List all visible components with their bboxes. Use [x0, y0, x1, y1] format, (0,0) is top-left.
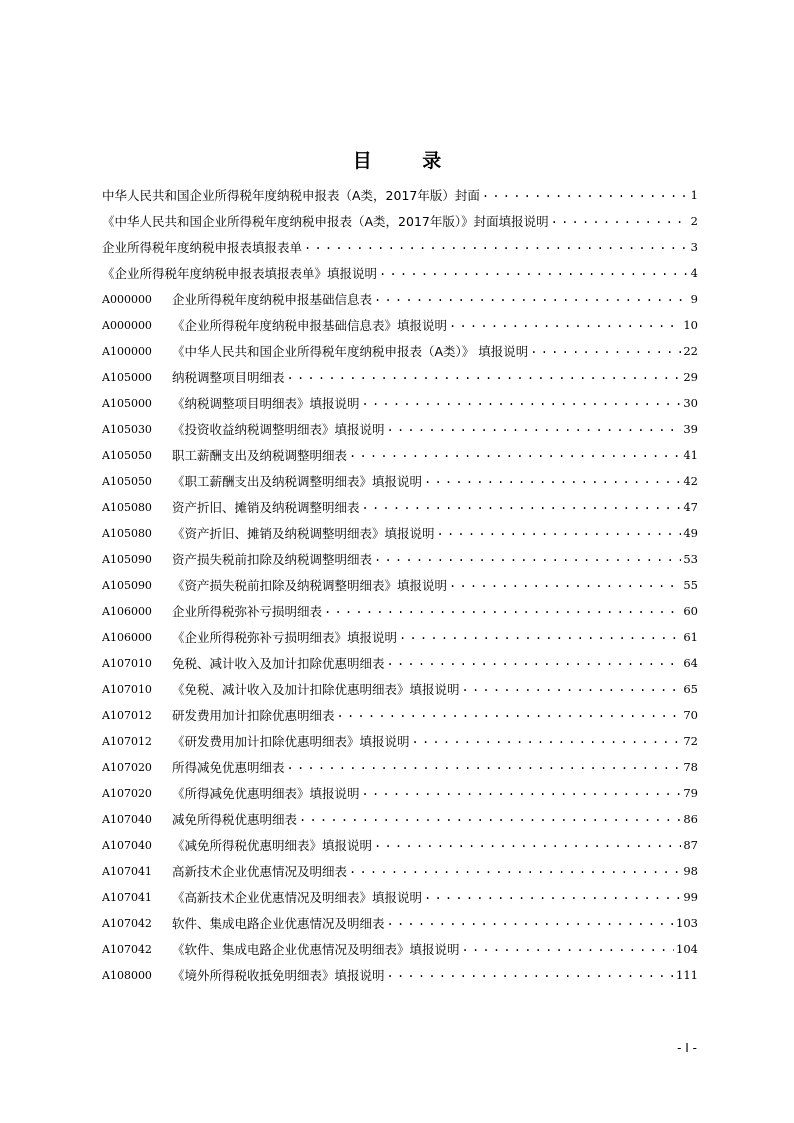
toc-entry-page-number: 53: [683, 552, 698, 566]
toc-entry-title: 研发费用加计扣除优惠明细表: [172, 708, 335, 723]
toc-entry-page-number: 41: [683, 448, 698, 462]
toc-entry-title: 所得减免优惠明细表: [172, 760, 285, 775]
toc-entry-title: 《减免所得税优惠明细表》填报说明: [172, 838, 373, 853]
toc-entry[interactable]: [102, 416, 698, 442]
toc-entry-code: A107040: [102, 838, 152, 852]
toc-entry-page-number: 47: [683, 500, 698, 514]
toc-entry-code: A105090: [102, 552, 152, 566]
toc-entry[interactable]: [102, 182, 698, 208]
toc-dot-leader: [362, 500, 682, 514]
toc-entry[interactable]: [102, 234, 698, 260]
toc-entry-title: 纳税调整项目明细表: [172, 370, 285, 385]
toc-entry-page-number: 4: [690, 266, 698, 280]
toc-entry[interactable]: [102, 676, 698, 702]
toc-entry[interactable]: [102, 624, 698, 650]
toc-entry-page-number: 79: [683, 786, 698, 800]
toc-entry-code: A105080: [102, 500, 152, 514]
toc-dot-leader: [449, 318, 681, 332]
toc-entry-code: A105000: [102, 370, 152, 384]
toc-entry-code: A107041: [102, 890, 152, 904]
toc-entry-title: 企业所得税弥补亏损明细表: [172, 604, 323, 619]
toc-entry-page-number: 42: [683, 474, 698, 488]
toc-entry[interactable]: [102, 286, 698, 312]
toc-dot-leader: [362, 396, 682, 410]
toc-dot-leader: [349, 864, 681, 878]
toc-entry-code: A107020: [102, 786, 152, 800]
toc-entry[interactable]: [102, 468, 698, 494]
table-of-contents: [102, 182, 698, 988]
toc-dot-leader: [482, 188, 689, 202]
toc-entry-code: A105080: [102, 526, 152, 540]
toc-entry-title: 资产折旧、摊销及纳税调整明细表: [172, 500, 360, 515]
toc-dot-leader: [437, 526, 682, 540]
toc-entry-page-number: 98: [683, 864, 698, 878]
page-footer-number: - I -: [677, 1041, 697, 1055]
toc-entry-title: 免税、减计收入及加计扣除优惠明细表: [172, 656, 385, 671]
toc-entry[interactable]: [102, 728, 698, 754]
toc-entry-page-number: 10: [683, 318, 698, 332]
toc-entry[interactable]: [102, 884, 698, 910]
toc-entry-page-number: 87: [683, 838, 698, 852]
toc-entry-page-number: 22: [683, 344, 698, 358]
toc-entry-title: 《企业所得税年度纳税申报基础信息表》填报说明: [172, 318, 448, 333]
toc-dot-leader: [324, 604, 681, 618]
toc-entry-code: A107042: [102, 916, 152, 930]
toc-entry-title: 《软件、集成电路企业优惠情况及明细表》填报说明: [172, 942, 460, 957]
toc-entry[interactable]: [102, 858, 698, 884]
toc-dot-leader: [299, 812, 681, 826]
toc-dot-leader: [374, 552, 681, 566]
toc-entry-code: A107040: [102, 812, 152, 826]
toc-entry[interactable]: [102, 780, 698, 806]
toc-entry[interactable]: [102, 494, 698, 520]
toc-title: 目 录: [352, 150, 464, 172]
toc-entry-title: 企业所得税年度纳税申报表填报表单: [102, 240, 303, 255]
toc-entry-title: 职工薪酬支出及纳税调整明细表: [172, 448, 348, 463]
toc-entry[interactable]: [102, 312, 698, 338]
toc-entry[interactable]: [102, 598, 698, 624]
toc-entry-page-number: 55: [683, 578, 698, 592]
toc-dot-leader: [374, 292, 689, 306]
toc-entry-title: 资产损失税前扣除及纳税调整明细表: [172, 552, 373, 567]
toc-dot-leader: [379, 266, 689, 280]
toc-entry-title: 《境外所得税收抵免明细表》填报说明: [172, 968, 385, 983]
toc-entry-title: 《免税、减计收入及加计扣除优惠明细表》填报说明: [172, 682, 460, 697]
toc-dot-leader: [449, 578, 681, 592]
toc-entry-title: 企业所得税年度纳税申报基础信息表: [172, 292, 373, 307]
toc-entry[interactable]: [102, 546, 698, 572]
toc-entry-page-number: 49: [683, 526, 698, 540]
toc-entry-title: 《所得减免优惠明细表》填报说明: [172, 786, 360, 801]
toc-dot-leader: [337, 708, 682, 722]
toc-entry-page-number: 9: [690, 292, 698, 306]
toc-entry[interactable]: [102, 442, 698, 468]
toc-dot-leader: [387, 916, 675, 930]
toc-entry[interactable]: [102, 702, 698, 728]
toc-entry[interactable]: [102, 520, 698, 546]
toc-entry-page-number: 29: [683, 370, 698, 384]
toc-dot-leader: [399, 630, 681, 644]
toc-entry-code: A000000: [102, 318, 152, 332]
toc-dot-leader: [551, 214, 689, 228]
toc-entry[interactable]: [102, 650, 698, 676]
toc-entry-code: A000000: [102, 292, 152, 306]
toc-dot-leader: [462, 942, 675, 956]
toc-entry-page-number: 64: [683, 656, 698, 670]
toc-entry-code: A105050: [102, 474, 152, 488]
toc-entry-page-number: 111: [676, 968, 698, 982]
toc-dot-leader: [349, 448, 681, 462]
toc-entry-page-number: 30: [683, 396, 698, 410]
toc-entry-title: 中华人民共和国企业所得税年度纳税申报表（A类，2017年版）封面: [102, 188, 480, 203]
toc-entry-title: 《中华人民共和国企业所得税年度纳税申报表（A类）》 填报说明: [172, 344, 529, 359]
toc-entry-page-number: 72: [683, 734, 698, 748]
toc-entry[interactable]: [102, 806, 698, 832]
toc-entry-page-number: 60: [683, 604, 698, 618]
toc-entry-page-number: 1: [690, 188, 698, 202]
toc-entry-title: 《资产折旧、摊销及纳税调整明细表》填报说明: [172, 526, 435, 541]
toc-entry[interactable]: [102, 260, 698, 286]
toc-entry-code: A105030: [102, 422, 152, 436]
toc-entry[interactable]: [102, 754, 698, 780]
toc-entry-page-number: 103: [676, 916, 698, 930]
toc-entry-title: 软件、集成电路企业优惠情况及明细表: [172, 916, 385, 931]
toc-dot-leader: [387, 968, 675, 982]
toc-dot-leader: [387, 656, 682, 670]
toc-entry-title: 《中华人民共和国企业所得税年度纳税申报表（A类，2017年版）》封面填报说明: [102, 214, 549, 229]
toc-entry-code: A107012: [102, 734, 152, 748]
toc-entry-code: A107042: [102, 942, 152, 956]
toc-entry-title: 《职工薪酬支出及纳税调整明细表》填报说明: [172, 474, 423, 489]
toc-entry-page-number: 104: [676, 942, 698, 956]
toc-dot-leader: [287, 370, 682, 384]
toc-entry[interactable]: [102, 832, 698, 858]
toc-entry-code: A105090: [102, 578, 152, 592]
toc-dot-leader: [462, 682, 682, 696]
toc-dot-leader: [304, 240, 689, 254]
toc-entry-page-number: 3: [690, 240, 698, 254]
toc-entry-code: A107010: [102, 682, 152, 696]
toc-entry-page-number: 78: [683, 760, 698, 774]
toc-entry-title: 《投资收益纳税调整明细表》填报说明: [172, 422, 385, 437]
toc-entry-code: A107020: [102, 760, 152, 774]
toc-entry-title: 《资产损失税前扣除及纳税调整明细表》填报说明: [172, 578, 448, 593]
toc-entry-code: A108000: [102, 968, 152, 982]
toc-entry[interactable]: [102, 364, 698, 390]
toc-entry[interactable]: [102, 338, 698, 364]
toc-entry-title: 《纳税调整项目明细表》填报说明: [172, 396, 360, 411]
toc-entry-page-number: 70: [683, 708, 698, 722]
toc-entry-code: A106000: [102, 630, 152, 644]
toc-entry-page-number: 2: [690, 214, 698, 228]
toc-entry[interactable]: [102, 910, 698, 936]
toc-entry-title: 《研发费用加计扣除优惠明细表》填报说明: [172, 734, 410, 749]
toc-dot-leader: [424, 890, 681, 904]
toc-entry-code: A106000: [102, 604, 152, 618]
toc-entry-code: A105000: [102, 396, 152, 410]
toc-entry[interactable]: [102, 390, 698, 416]
toc-entry-code: A107041: [102, 864, 152, 878]
toc-entry-code: A100000: [102, 344, 152, 358]
toc-dot-leader: [424, 474, 681, 488]
toc-dot-leader: [362, 786, 682, 800]
toc-dot-leader: [374, 838, 681, 852]
toc-entry-page-number: 65: [683, 682, 698, 696]
toc-entry-page-number: 39: [683, 422, 698, 436]
toc-entry[interactable]: [102, 962, 698, 988]
toc-entry[interactable]: [102, 936, 698, 962]
toc-entry-title: 《企业所得税年度纳税申报表填报表单》填报说明: [102, 266, 378, 281]
toc-entry[interactable]: [102, 572, 698, 598]
toc-dot-leader: [412, 734, 682, 748]
toc-entry-code: A107010: [102, 656, 152, 670]
toc-dot-leader: [387, 422, 682, 436]
toc-dot-leader: [530, 344, 681, 358]
toc-entry-title: 《企业所得税弥补亏损明细表》填报说明: [172, 630, 398, 645]
toc-entry-title: 高新技术企业优惠情况及明细表: [172, 864, 348, 879]
toc-entry-page-number: 86: [683, 812, 698, 826]
toc-entry-page-number: 61: [683, 630, 698, 644]
toc-entry-title: 《高新技术企业优惠情况及明细表》填报说明: [172, 890, 423, 905]
toc-entry[interactable]: [102, 208, 698, 234]
toc-entry-page-number: 99: [683, 890, 698, 904]
toc-dot-leader: [287, 760, 682, 774]
toc-entry-title: 减免所得税优惠明细表: [172, 812, 298, 827]
toc-entry-code: A107012: [102, 708, 152, 722]
toc-entry-code: A105050: [102, 448, 152, 462]
